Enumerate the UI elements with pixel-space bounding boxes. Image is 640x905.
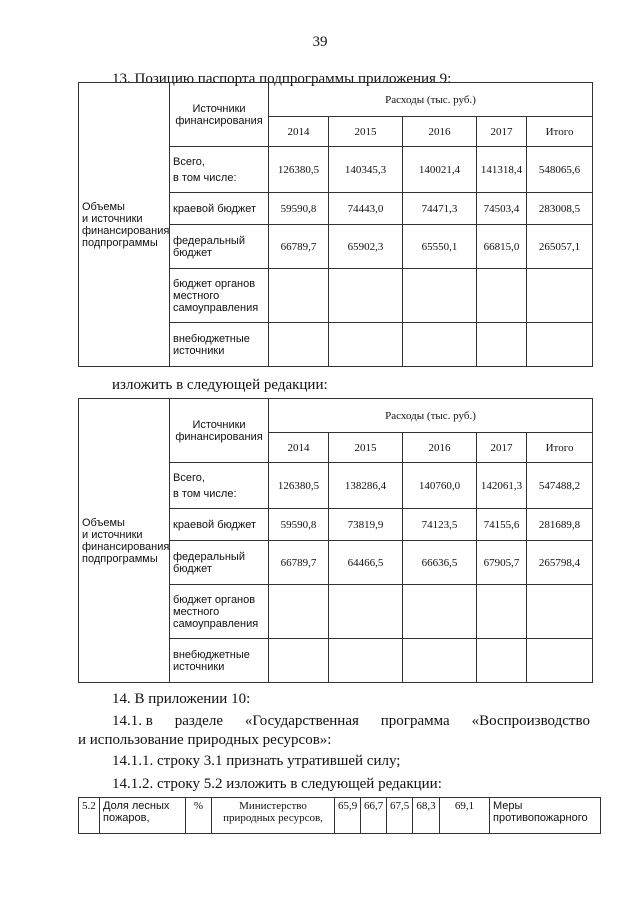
paragraph-14-1-1: 14.1.1. строку 3.1 признать утратившей силу; (112, 753, 401, 769)
table-cell (329, 269, 403, 323)
year-header: 2014 (269, 433, 329, 463)
table-cell: 66636,5 (403, 541, 477, 585)
table-cell: 64466,5 (329, 541, 403, 585)
row-label: Всего, в том числе: (170, 147, 269, 193)
year-header: 2016 (403, 117, 477, 147)
word: программа (380, 713, 450, 729)
table-cell: 141318,4 (477, 147, 527, 193)
table-cell: 548065,6 (527, 147, 593, 193)
value-cell: 67,5 (387, 798, 413, 834)
value-cell: 68,3 (413, 798, 440, 834)
paragraph-14-1-line2: и использование природных ресурсов»: (78, 732, 332, 748)
row-label: федеральный бюджет (170, 225, 269, 269)
row-label: бюджет органов местного самоуправления (170, 585, 269, 639)
table-cell (527, 269, 593, 323)
table-cell (403, 323, 477, 367)
row-label: внебюджетные источники (170, 323, 269, 367)
row-label: федеральный бюджет (170, 541, 269, 585)
table-cell: 59590,8 (269, 509, 329, 541)
paragraph-14-1 (112, 712, 590, 730)
row-label: Всего, в том числе: (170, 463, 269, 509)
row-label: краевой бюджет (170, 193, 269, 225)
word: «Воспроизводство (471, 713, 590, 729)
indicator-name: Доля лесных пожаров, (100, 798, 186, 834)
year-header: 2015 (329, 117, 403, 147)
table-cell: 74155,6 (477, 509, 527, 541)
row-number: 5.2 (79, 798, 100, 834)
unit: % (186, 798, 212, 834)
sources-header: Источники финансирования (170, 83, 269, 147)
table-cell: 74443,0 (329, 193, 403, 225)
table-cell: 66789,7 (269, 541, 329, 585)
table-cell (403, 269, 477, 323)
table-cell (527, 639, 593, 683)
year-header: 2014 (269, 117, 329, 147)
page-number: 39 (312, 34, 328, 50)
table-cell: 142061,3 (477, 463, 527, 509)
table-cell: 140345,3 (329, 147, 403, 193)
row-header: Объемы и источники финансирования подпрограммы (79, 83, 170, 367)
table-cell: 67905,7 (477, 541, 527, 585)
table-cell: 65550,1 (403, 225, 477, 269)
table-cell: 74471,3 (403, 193, 477, 225)
year-header: 2017 (477, 117, 527, 147)
table-cell: 73819,9 (329, 509, 403, 541)
table-cell (269, 269, 329, 323)
table-cell (477, 639, 527, 683)
table-cell (527, 323, 593, 367)
table-cell: 66815,0 (477, 225, 527, 269)
paragraph-14-1-2: 14.1.2. строку 5.2 изложить в следующей редакции: (112, 776, 442, 792)
row-header: Объемы и источники финансирования подпрограммы (79, 399, 170, 683)
table-cell (329, 323, 403, 367)
table-cell (403, 639, 477, 683)
measures: Меры противопожарного (490, 798, 601, 834)
total-header: Итого (527, 433, 593, 463)
sources-header: Источники финансирования (170, 399, 269, 463)
table-cell (477, 585, 527, 639)
table-cell (269, 323, 329, 367)
expenses-header: Расходы (тыс. руб.) (269, 399, 593, 433)
table-cell: 140021,4 (403, 147, 477, 193)
replace-text: изложить в следующей редакции: (112, 377, 328, 393)
paragraph-14: 14. В приложении 10: (112, 691, 251, 707)
expenses-header: Расходы (тыс. руб.) (269, 83, 593, 117)
table-cell (477, 269, 527, 323)
table-cell: 140760,0 (403, 463, 477, 509)
table-cell: 74503,4 (477, 193, 527, 225)
word: 14.1. в (112, 713, 153, 729)
table-cell: 65902,3 (329, 225, 403, 269)
paragraph-13: 13. Позицию паспорта подпрограммы приложения 9: (112, 71, 452, 87)
total-header: Итого (527, 117, 593, 147)
table-cell (527, 585, 593, 639)
table-cell (269, 585, 329, 639)
row-label: бюджет органов местного самоуправления (170, 269, 269, 323)
table-cell (269, 639, 329, 683)
row-5-2-table (78, 797, 601, 834)
row-label: внебюджетные источники (170, 639, 269, 683)
value-cell: 65,9 (335, 798, 361, 834)
row-label: краевой бюджет (170, 509, 269, 541)
financing-table-old (78, 82, 593, 367)
table-cell: 138286,4 (329, 463, 403, 509)
table-cell (329, 585, 403, 639)
year-header: 2016 (403, 433, 477, 463)
year-header: 2017 (477, 433, 527, 463)
value-cell: 69,1 (440, 798, 490, 834)
value-cell: 66,7 (361, 798, 387, 834)
table-cell: 126380,5 (269, 147, 329, 193)
table-cell: 265798,4 (527, 541, 593, 585)
table-cell (329, 639, 403, 683)
table-cell: 59590,8 (269, 193, 329, 225)
word: разделе (174, 713, 223, 729)
table-cell: 74123,5 (403, 509, 477, 541)
year-header: 2015 (329, 433, 403, 463)
table-cell: 547488,2 (527, 463, 593, 509)
table-cell: 265057,1 (527, 225, 593, 269)
financing-table-new (78, 398, 593, 683)
table-cell: 126380,5 (269, 463, 329, 509)
table-cell (477, 323, 527, 367)
responsible: Министерство природных ресурсов, (212, 798, 335, 834)
word: «Государственная (244, 713, 359, 729)
table-cell: 283008,5 (527, 193, 593, 225)
table-cell: 66789,7 (269, 225, 329, 269)
table-cell: 281689,8 (527, 509, 593, 541)
table-cell (403, 585, 477, 639)
